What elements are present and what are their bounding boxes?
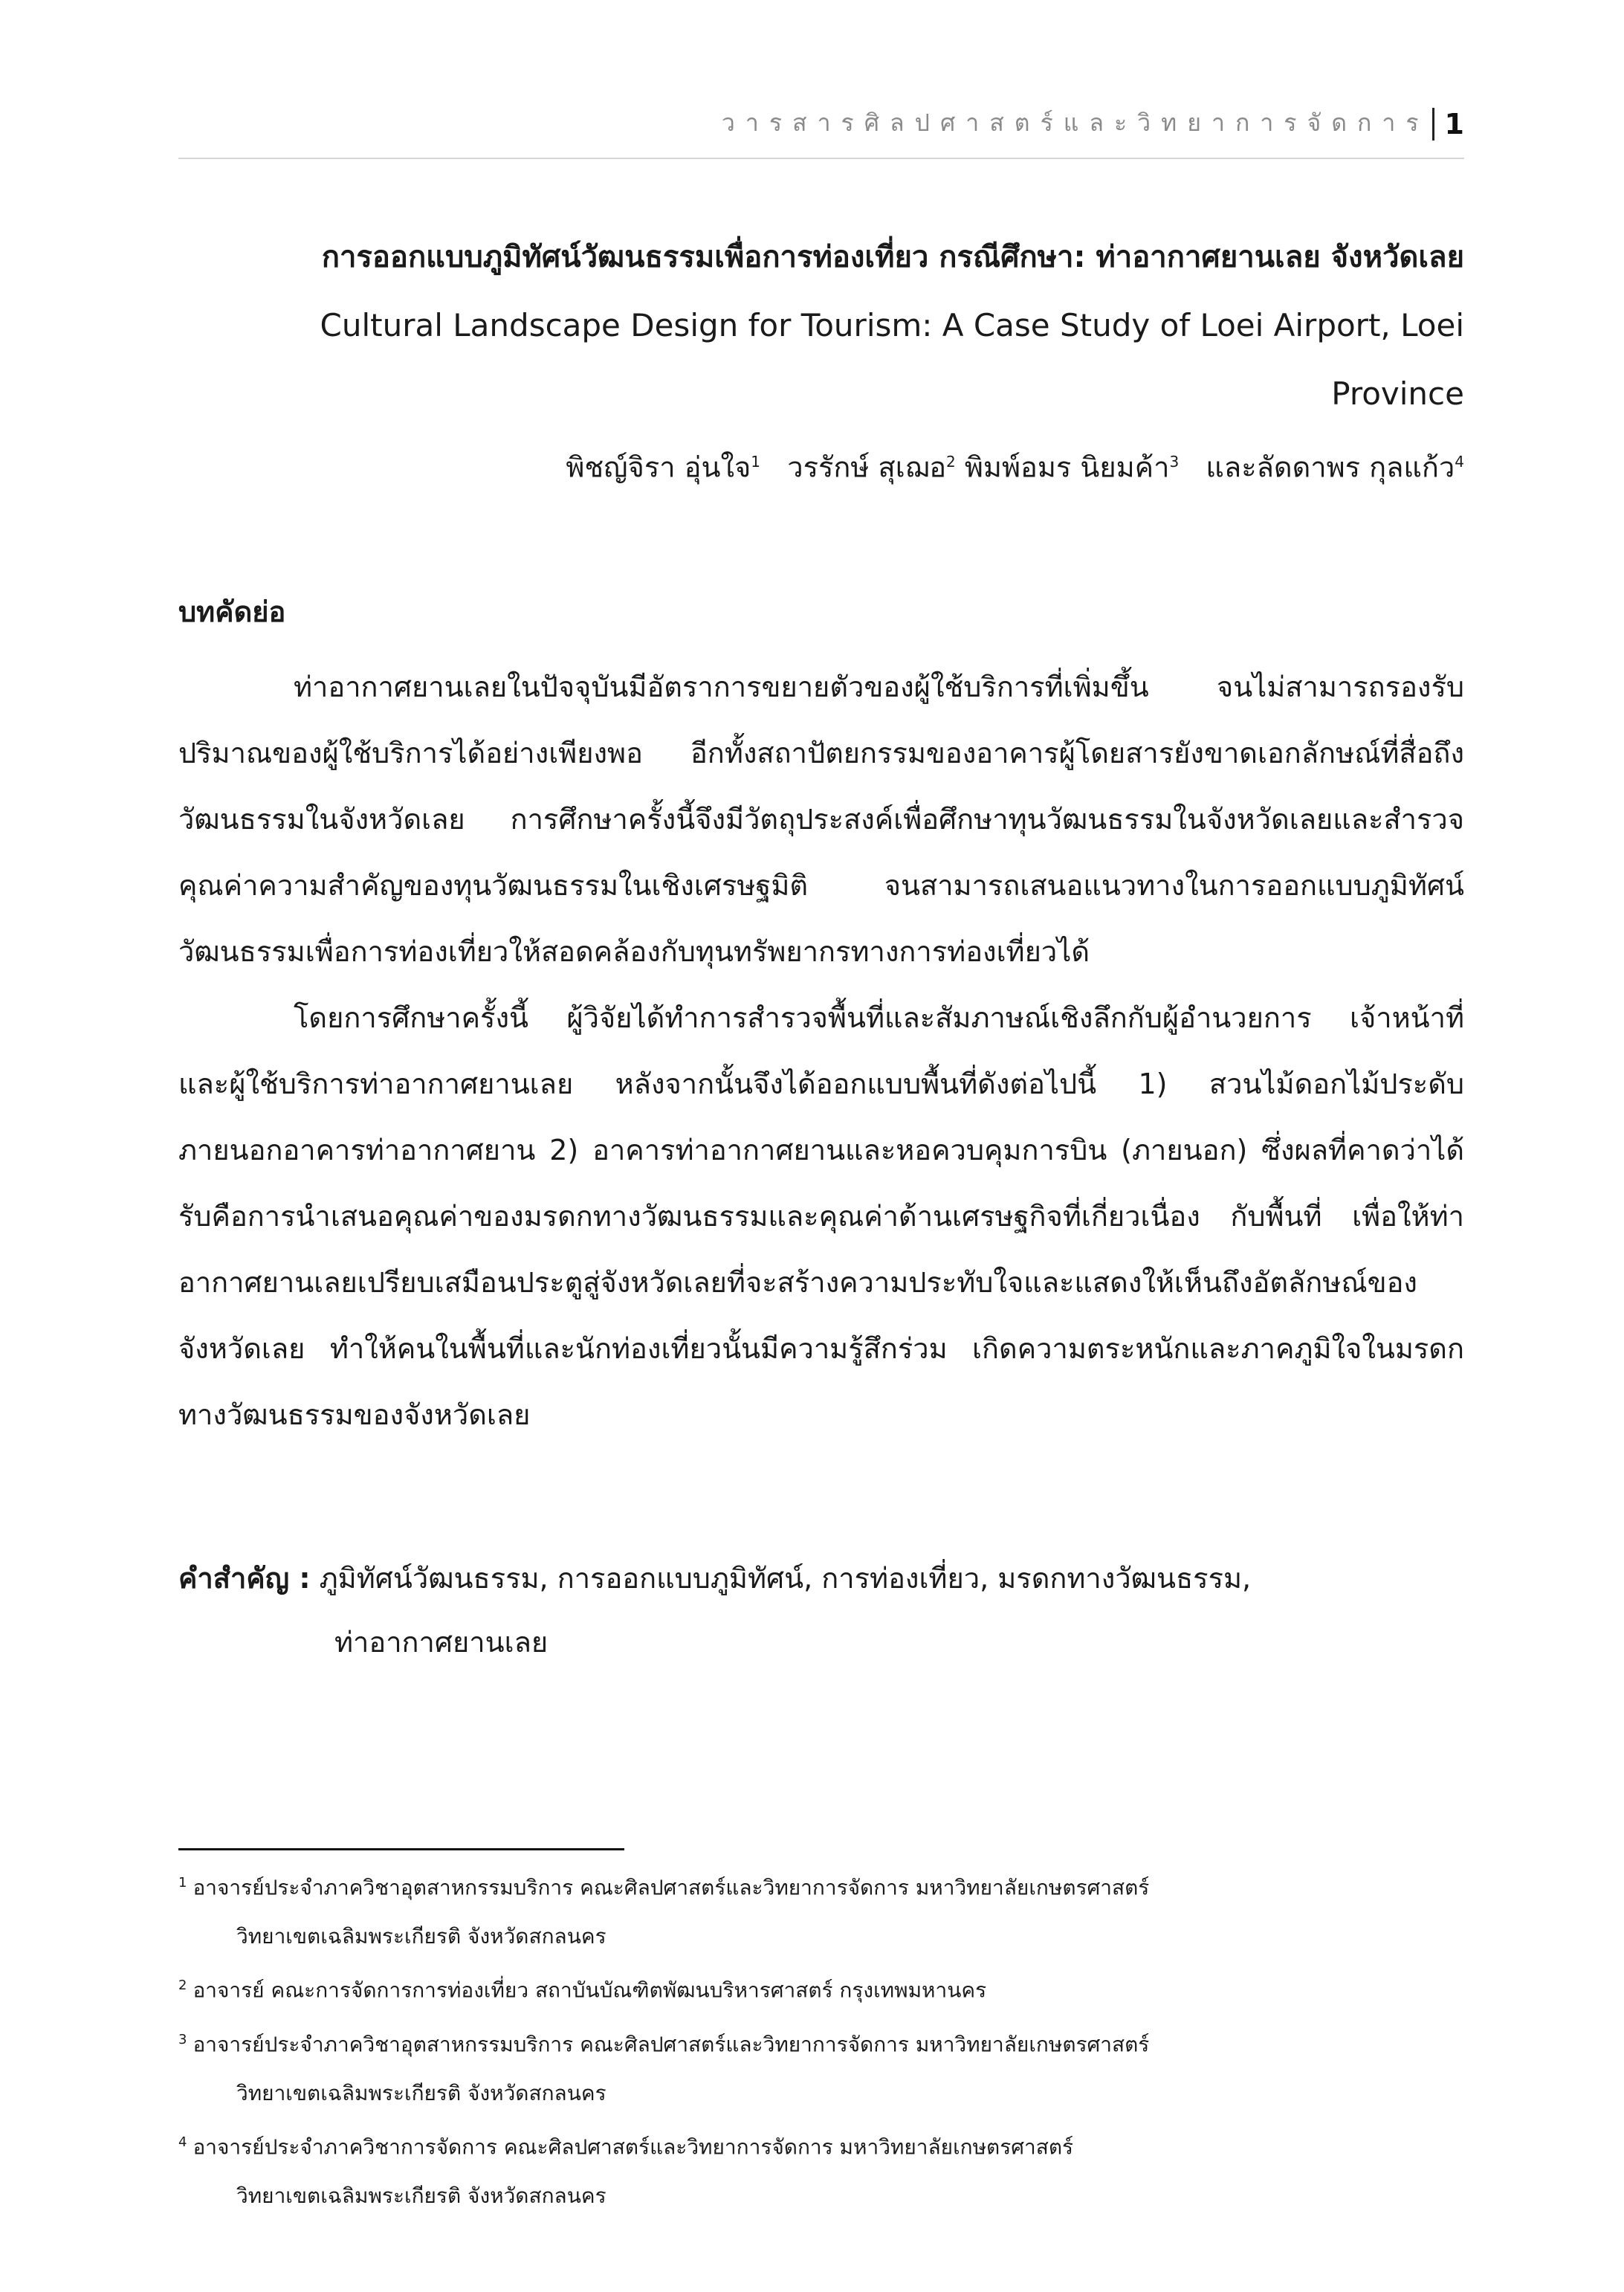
footnote-text: อาจารย์ คณะการจัดการการท่องเที่ยว สถาบันบัณฑิตพัฒนบริหารศาสตร์ กรุงเทพมหานคร	[193, 1978, 987, 2003]
author-footnote-mark: 4	[1455, 453, 1464, 471]
footnote-divider	[178, 1848, 624, 1850]
author-footnote-mark: 3	[1169, 453, 1180, 471]
footnote-text: อาจารย์ประจำภาควิชาอุตสาหกรรมบริการ คณะศิลปศาสตร์และวิทยาการจัดการ มหาวิทยาลัยเกษตรศาสตร์	[193, 2031, 1150, 2056]
author-name: วรรักษ์ สุเฌอ	[787, 451, 947, 484]
footnote	[178, 1859, 1464, 1961]
page-number: 1	[1444, 108, 1464, 141]
abstract-heading: บทคัดย่อ	[178, 595, 286, 628]
title-english-line1: Cultural Landscape Design for Tourism: A Case Study of Loei Airport, Loei	[320, 307, 1464, 343]
keywords-line2: ท่าอากาศยานเลย	[334, 1626, 549, 1659]
header-separator	[1432, 108, 1434, 141]
title-thai: การออกแบบภูมิทัศน์วัฒนธรรมเพื่อการท่องเที่ยว กรณีศึกษา: ท่าอากาศยานเลย จังหวัดเลย	[321, 240, 1464, 274]
abstract-section	[178, 580, 1464, 1448]
footnote	[178, 2118, 1464, 2221]
footnote	[178, 1961, 1464, 2015]
footnotes	[178, 1859, 1464, 2221]
abstract-paragraph-2: โดยการศึกษาครั้งนี้ ผู้วิจัยได้ทำการสำรวจพื้นที่และสัมภาษณ์เชิงลึกกับผู้อำนวยการ เจ้าหน้าที่ และผู้ใช้บริการท่าอากาศยานเลย หลังจากนั้นจึงได้ออกแบบพื้นที่ดังต่อไปนี้ 1) สวนไม้ดอกไม้ประดับภายนอกอาคารท่าอากาศยาน 2) อาคารท่าอากาศยานและหอควบคุมการบิน (ภายนอก) ซึ่งผลที่คาดว่าได้รับคือการนำเสนอคุณค่าของมรดกทางวัฒนธรรมและคุณค่าด้านเศรษฐกิจที่เกี่ยวเนื่อง กับพื้นที่ เพื่อให้ท่าอากาศยานเลยเปรียบเสมือนประตูสู่จังหวัดเลยที่จะสร้างความประทับใจและแสดงให้เห็นถึงอัตลักษณ์ของจังหวัดเลย ทำให้คนในพื้นที่และนักท่องเที่ยวนั้นมีความรู้สึกร่วม เกิดความตระหนักและภาคภูมิใจในมรดกทางวัฒนธรรมของจังหวัดเลย	[178, 1001, 1464, 1431]
journal-name: วารสารศิลปศาสตร์และวิทยาการจัดการ	[721, 109, 1429, 137]
title-english-line2: Province	[1331, 375, 1464, 412]
author-footnote-mark: 2	[946, 453, 956, 471]
footnote	[178, 2015, 1464, 2118]
footnote-text: อาจารย์ประจำภาควิชาการจัดการ คณะศิลปศาสตร์และวิทยาการจัดการ มหาวิทยาลัยเกษตรศาสตร์	[193, 2134, 1074, 2160]
author-list	[178, 428, 1464, 501]
footnote-text: อาจารย์ประจำภาควิชาอุตสาหกรรมบริการ คณะศิลปศาสตร์และวิทยาการจัดการ มหาวิทยาลัยเกษตรศาสตร์	[193, 1875, 1150, 1900]
keywords-section	[178, 1546, 1464, 1674]
footnote-mark: 1	[178, 1875, 187, 1891]
author-name: และลัดดาพร กุลแก้ว	[1206, 451, 1455, 484]
author-name: พิชญ์จิรา อุ่นใจ	[566, 451, 751, 484]
title-block	[178, 223, 1464, 501]
running-header	[178, 104, 1464, 149]
author-name: พิมพ์อมร นิยมค้า	[964, 451, 1170, 484]
footnote-text-continued: วิทยาเขตเฉลิมพระเกียรติ จังหวัดสกลนคร	[236, 1924, 606, 1949]
abstract-paragraph-1: ท่าอากาศยานเลยในปัจจุบันมีอัตราการขยายตัวของผู้ใช้บริการที่เพิ่มขึ้น จนไม่สามารถรองรับปริมาณของผู้ใช้บริการได้อย่างเพียงพอ อีกทั้งสถาปัตยกรรมของอาคารผู้โดยสารยังขาดเอกลักษณ์ที่สื่อถึงวัฒนธรรมในจังหวัดเลย การศึกษาครั้งนี้จึงมีวัตถุประสงค์เพื่อศึกษาทุนวัฒนธรรมในจังหวัดเลยและสำรวจคุณค่าความสำคัญของทุนวัฒนธรรมในเชิงเศรษฐมิติ จนสามารถเสนอแนวทางในการออกแบบภูมิทัศน์วัฒนธรรมเพื่อการท่องเที่ยวให้สอดคล้องกับทุนทรัพยากรทางการท่องเที่ยวได้	[178, 671, 1464, 968]
keywords-line1: ภูมิทัศน์วัฒนธรรม, การออกแบบภูมิทัศน์, การท่องเที่ยว, มรดกทางวัฒนธรรม,	[319, 1562, 1252, 1595]
author-footnote-mark: 1	[751, 453, 761, 471]
footnote-mark: 3	[178, 2031, 187, 2047]
keywords-label: คำสำคัญ :	[178, 1562, 311, 1595]
header-divider	[178, 158, 1464, 159]
footnote-text-continued: วิทยาเขตเฉลิมพระเกียรติ จังหวัดสกลนคร	[236, 2183, 606, 2209]
footnote-mark: 4	[178, 2134, 187, 2150]
footnote-text-continued: วิทยาเขตเฉลิมพระเกียรติ จังหวัดสกลนคร	[236, 2080, 606, 2105]
footnote-mark: 2	[178, 1978, 187, 1994]
